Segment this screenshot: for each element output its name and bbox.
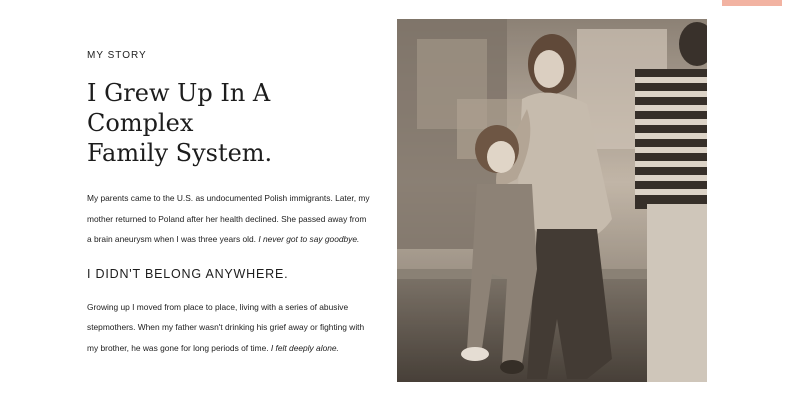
family-photo <box>397 19 707 382</box>
section-eyebrow: MY STORY <box>87 50 147 61</box>
top-accent-tab[interactable] <box>722 0 782 6</box>
section-subheading: I DIDN'T BELONG ANYWHERE. <box>87 266 289 281</box>
story-paragraph-1 <box>87 188 372 250</box>
story-section <box>87 50 372 375</box>
paragraph-1-text: My parents came to the U.S. as undocumented Polish immigrants. Later, my mother returned to Poland after her health declined. She passed away from a brain aneurysm when I was three years old. <box>87 193 370 244</box>
title-line-2: Family System. <box>87 139 273 167</box>
title-line-1: I Grew Up In A Complex <box>87 79 271 137</box>
paragraph-1-emphasis: I never got to say goodbye. <box>258 234 360 244</box>
paragraph-2-emphasis: I felt deeply alone. <box>270 342 339 353</box>
sepia-photo-illustration <box>397 19 707 382</box>
page-title <box>87 78 372 168</box>
story-paragraph-2 <box>87 297 372 359</box>
paragraph-2-text: Growing up I moved from place to place, living with a series of abusive stepmothers. When my father wasn't drinking his grief away or fighting with my brother, he was gone for long periods of time. <box>87 301 365 353</box>
